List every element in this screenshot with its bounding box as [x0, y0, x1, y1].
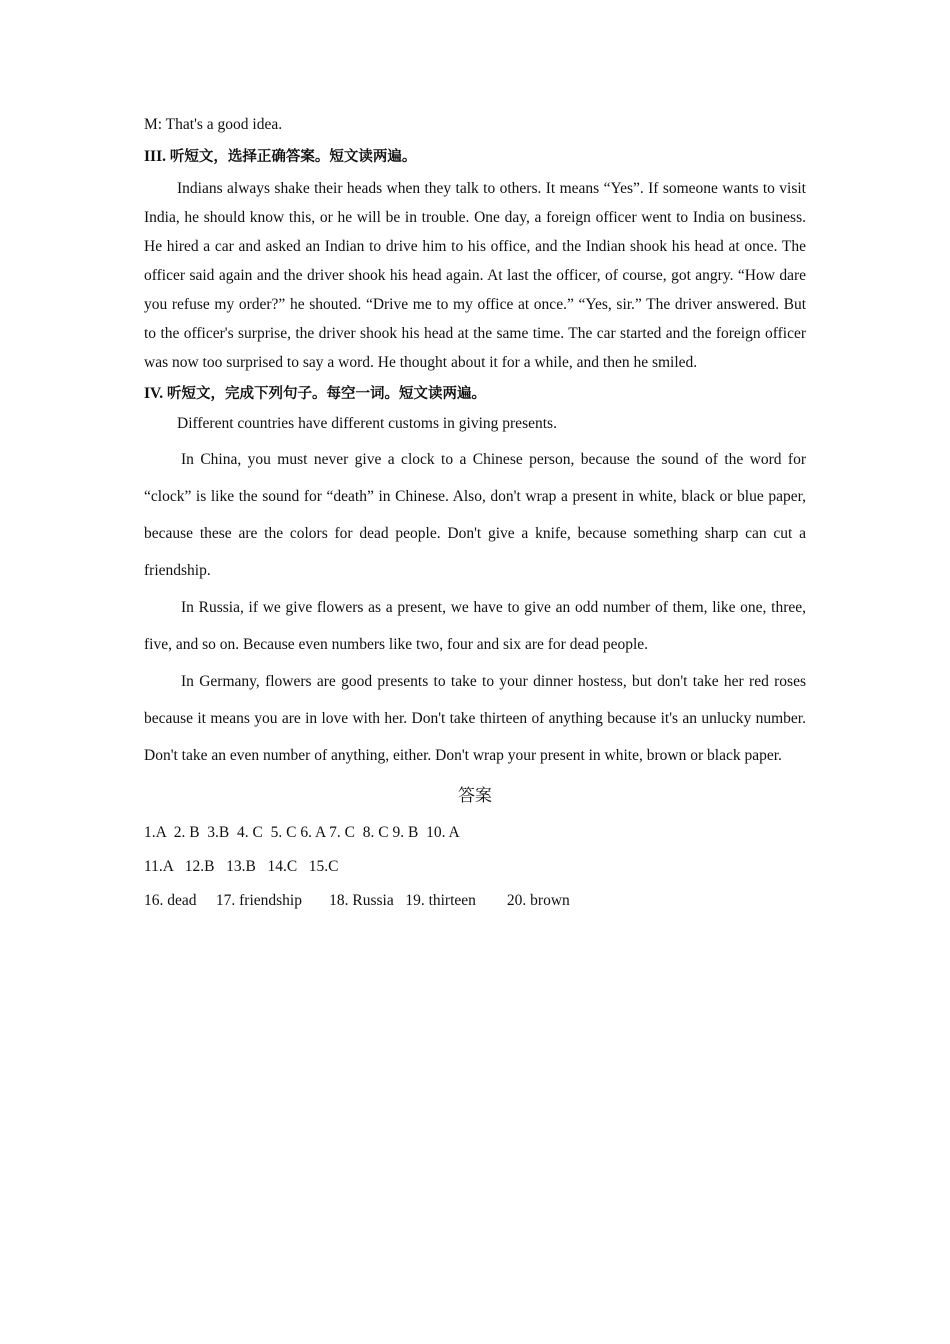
paragraph-china: In China, you must never give a clock to a Chinese person, because the sound of the word for “clock” is like the sound for “death” in Chinese. Also, don't wrap a present in white, black or blue paper, because these are the colors for dead people. Don't give a knife, because something sharp can cut a friendship. — [144, 451, 806, 579]
document-page — [144, 112, 806, 918]
answers-line-3: 16. dead 17. friendship 18. Russia 19. thirteen 20. brown — [144, 892, 570, 909]
answers-line-2: 11.A 12.B 13.B 14.C 15.C — [144, 858, 339, 875]
section-4-instruction: 听短文，完成下列句子。每空一词。短文读两遍。 — [166, 386, 486, 402]
section-3-heading — [144, 144, 806, 170]
section-3-instruction: 听短文，选择正确答案。短文读两遍。 — [169, 149, 417, 165]
paragraph-russia: In Russia, if we give flowers as a present, we have to give an odd number of them, like one, three, five, and so on. Because even numbers like two, four and six are for dead people. — [144, 599, 806, 653]
dialogue-line: M: That's a good idea. — [144, 116, 283, 133]
section-3-passage: Indians always shake their heads when they talk to others. It means “Yes”. If someone wants to visit India, he should know this, or he will be in trouble. One day, a foreign officer went to India on business. He hired a car and asked an Indian to drive him to his office, and the Indian shook his head at once. The officer said again and the driver shook his head again. At last the officer, of course, got angry. “How dare you refuse my order?” he shouted. “Drive me to my office at once.” “Yes, sir.” The driver answered. But to the officer's surprise, the driver shook his head at the same time. The car started and the foreign officer was now too surprised to say a word. He thought about it for a while, and then he smiled. — [144, 180, 806, 371]
section-4-number: IV. — [144, 385, 164, 402]
section-4-intro: Different countries have different customs in giving presents. — [177, 415, 557, 432]
answers-title: 答案 — [458, 786, 492, 806]
paragraph-germany: In Germany, flowers are good presents to take to your dinner hostess, but don't take her red roses because it means you are in love with her. Don't take thirteen of anything because it's an unlucky number. Don't take an even number of anything, either. Don't wrap your present in white, brown or black paper. — [144, 673, 806, 764]
answers-line-1: 1.A 2. B 3.B 4. C 5. C 6. A 7. C 8. C 9. B 10. A — [144, 824, 460, 841]
section-3-number: III. — [144, 148, 166, 165]
section-4-heading — [144, 381, 806, 407]
